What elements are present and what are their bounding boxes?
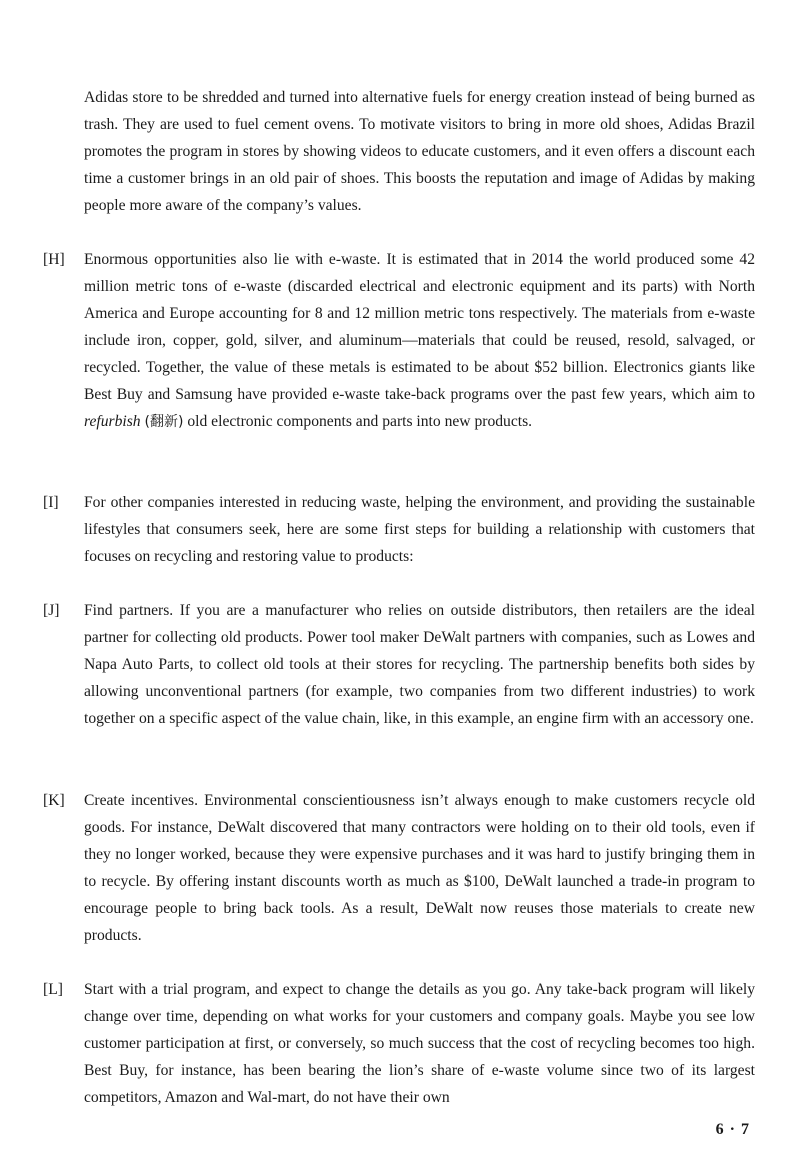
paragraph-l: [43, 976, 755, 1111]
paragraph-label: [H]: [43, 251, 65, 268]
paragraph-text: Find partners. If you are a manufacturer who relies on outside distributors, then retailers are the ideal partner for collecting old products. Power tool maker DeWalt partners with companies, such as Lowes and Napa Auto Parts, to collect old tools at their stores for recycling. The partnership benefits both sides by allowing unconventional partners (for example, two companies from two different industries) to work together on a specific aspect of the value chain, like, in this example, an engine firm with an accessory one.: [84, 602, 755, 727]
paragraph-label: [J]: [43, 602, 60, 619]
paragraph-k: [43, 787, 755, 949]
paragraph-text: For other companies interested in reducing waste, helping the environment, and providing the sustainable lifestyles that consumers seek, here are some first steps for building a relationship with customers that focuses on recycling and restoring value to products:: [84, 494, 755, 565]
paragraph-label: [K]: [43, 792, 65, 809]
chinese-gloss: (翻新): [144, 414, 184, 430]
paragraph-label: [I]: [43, 494, 59, 511]
paragraph-g-continued: [84, 84, 755, 219]
paragraph-text: Enormous opportunities also lie with e-waste. It is estimated that in 2014 the world produced some 42 million metric tons of e-waste (discarded electrical and electronic equipment and its parts) with North America and Europe accounting for 8 and 12 million metric tons respectively. The materials from e-waste include iron, copper, gold, silver, and aluminum—materials that could be reused, resold, salvaged, or recycled. Together, the value of these metals is estimated to be about $52 billion. Electronics giants like Best Buy and Samsung have provided e-waste take-back programs over the past few years, which aim to: [84, 251, 755, 403]
paragraph-text: Create incentives. Environmental conscientiousness isn’t always enough to make customers recycle old goods. For instance, DeWalt discovered that many contractors were holding on to their old tools, even if they no longer worked, because they were expensive purchases and it was hard to justify bringing them in to recycle. By offering instant discounts worth as much as $100, DeWalt launched a trade-in program to encourage people to bring back tools. As a result, DeWalt now reuses those materials to create new products.: [84, 792, 755, 944]
paragraph-h: [43, 246, 755, 436]
paragraph-label: [L]: [43, 981, 63, 998]
paragraph-text: Start with a trial program, and expect to change the details as you go. Any take-back program will likely change over time, depending on what works for your customers and company goals. Maybe you see low customer participation at first, or conversely, so much success that the cost of recycling becomes too high. Best Buy, for instance, has been bearing the lion’s share of e-waste volume since two of its largest competitors, Amazon and Wal-mart, do not have their own: [84, 981, 755, 1106]
paragraph-text-end: old electronic components and parts into new products.: [187, 413, 533, 430]
page-number: 6 · 7: [715, 1121, 750, 1138]
paragraph-i: [43, 489, 755, 570]
italic-term: refurbish: [84, 413, 141, 430]
paragraph-j: [43, 597, 755, 732]
paragraph-text: Adidas store to be shredded and turned into alternative fuels for energy creation instead of being burned as trash. They are used to fuel cement ovens. To motivate visitors to bring in more old shoes, Adidas Brazil promotes the program in stores by showing videos to educate customers, and it even offers a discount each time a customer brings in an old pair of shoes. This boosts the reputation and image of Adidas by making people more aware of the company’s values.: [84, 89, 755, 214]
